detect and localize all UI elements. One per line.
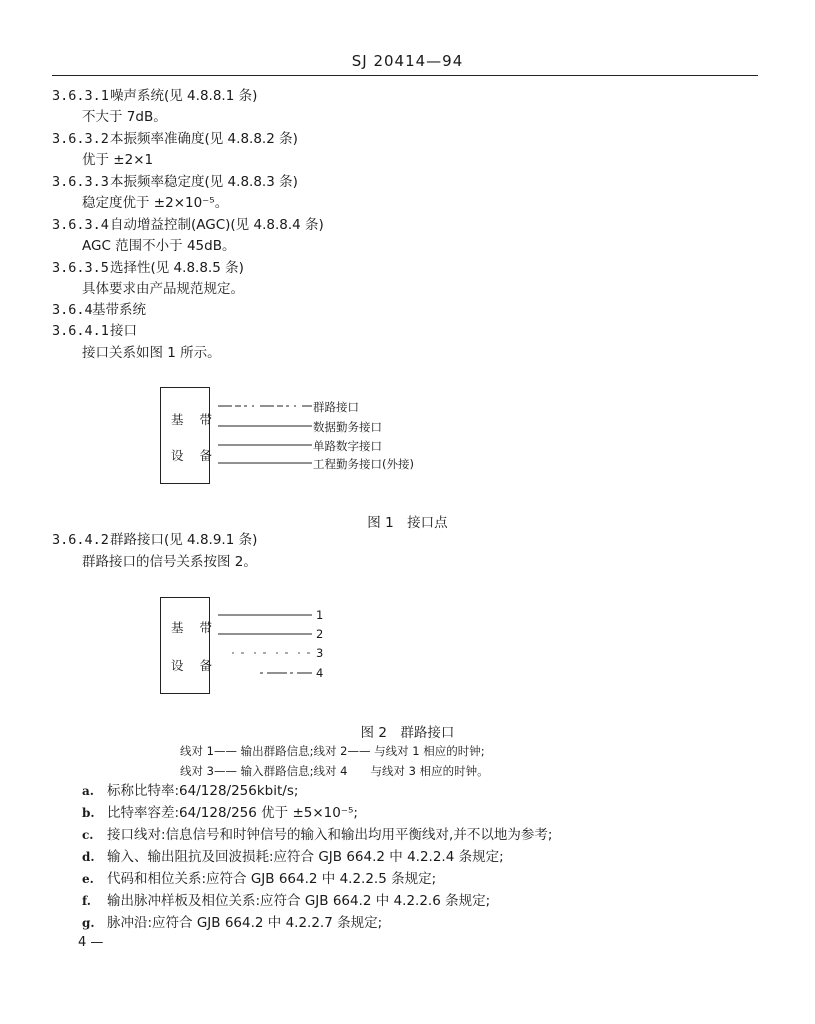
box-label-top: 基 带 (171, 620, 218, 635)
section-364-heading (52, 302, 146, 318)
line-pair-number: 3 (316, 646, 324, 660)
interface-label: 工程勤务接口(外接) (313, 457, 414, 471)
list-letter: e. (82, 872, 94, 886)
section-title: 本振频率准确度(见 4.8.8.2 条) (110, 131, 298, 147)
section-title: 选择性(见 4.8.8.5 条) (110, 260, 244, 276)
figure-1-lines (210, 387, 320, 482)
list-letter: a. (82, 784, 94, 798)
baseband-box (160, 387, 218, 484)
figure-2-note-1: 线对 1—— 输出群路信息;线对 2—— 与线对 1 相应的时钟; (180, 744, 485, 758)
list-text: 脉冲沿:应符合 GJB 664.2 中 4.2.2.7 条规定; (107, 915, 383, 931)
section-3633-body: 稳定度优于 ±2×10⁻⁵。 (82, 195, 229, 211)
list-letter: b. (82, 806, 95, 820)
section-3631-body: 不大于 7dB。 (82, 109, 167, 125)
figure-1-caption: 图 1 接口点 (367, 515, 448, 531)
list-text: 代码和相位关系:应符合 GJB 664.2 中 4.2.2.5 条规定; (107, 871, 437, 887)
figure-2-caption: 图 2 群路接口 (360, 725, 455, 741)
box-label-bottom: 设 备 (171, 448, 218, 463)
list-text: 比特率容差:64/128/256 优于 ±5×10⁻⁵; (107, 805, 358, 821)
section-title: 自动增益控制(AGC)(见 4.8.8.4 条) (110, 217, 324, 233)
section-title: 基带系统 (92, 302, 146, 318)
list-text: 标称比特率:64/128/256kbit/s; (107, 783, 299, 799)
section-number: 3.6.4 (52, 302, 93, 318)
baseband-box (160, 597, 218, 694)
document-code: SJ 20414—94 (351, 52, 464, 70)
section-number: 3.6.3.1 (52, 88, 109, 104)
list-text: 输出脉冲样板及相位关系:应符合 GJB 664.2 中 4.2.2.6 条规定; (107, 893, 491, 909)
section-3642-body: 群路接口的信号关系按图 2。 (82, 554, 257, 570)
section-3631-heading (52, 88, 257, 104)
list-item (82, 893, 490, 909)
list-letter: f. (82, 894, 91, 908)
header-rule (52, 75, 758, 76)
list-item (82, 827, 552, 843)
section-3632-heading (52, 131, 298, 147)
interface-label: 群路接口 (313, 400, 359, 414)
page-number: 4 — (78, 935, 104, 950)
section-number: 3.6.3.2 (52, 131, 109, 147)
list-letter: c. (82, 828, 94, 842)
section-3634-body: AGC 范围不小于 45dB。 (82, 238, 236, 254)
section-number: 3.6.4.1 (52, 323, 109, 339)
list-item (82, 783, 298, 799)
figure-2-lines (210, 597, 320, 692)
section-title: 接口 (110, 323, 137, 339)
list-item (82, 915, 382, 931)
section-title: 本振频率稳定度(见 4.8.8.3 条) (110, 174, 298, 190)
line-pair-number: 2 (316, 627, 324, 641)
section-3632-body: 优于 ±2×1 (82, 152, 154, 168)
figure-1 (160, 387, 490, 487)
box-label-top: 基 带 (171, 412, 218, 427)
list-item (82, 849, 504, 865)
list-letter: d. (82, 850, 95, 864)
line-pair-number: 1 (316, 608, 324, 622)
figure-2 (160, 597, 360, 697)
section-3635-heading (52, 260, 244, 276)
list-letter: g. (82, 916, 95, 930)
section-number: 3.6.3.4 (52, 217, 109, 233)
line-pair-number: 4 (316, 666, 324, 680)
section-3641-heading (52, 323, 137, 339)
section-3641-body: 接口关系如图 1 所示。 (82, 345, 221, 361)
section-3635-body: 具体要求由产品规范规定。 (82, 281, 244, 297)
interface-label: 单路数字接口 (313, 439, 382, 453)
section-title: 群路接口(见 4.8.9.1 条) (110, 532, 258, 548)
figure-2-note-2: 线对 3—— 输入群路信息;线对 4 与线对 3 相应的时钟。 (180, 764, 489, 778)
section-number: 3.6.3.3 (52, 174, 109, 190)
box-label-bottom: 设 备 (171, 658, 218, 673)
list-text: 接口线对:信息信号和时钟信号的输入和输出均用平衡线对,并不以地为参考; (107, 827, 553, 843)
section-3642-heading (52, 532, 257, 548)
section-3634-heading (52, 217, 324, 233)
section-3633-heading (52, 174, 298, 190)
section-number: 3.6.3.5 (52, 260, 109, 276)
list-item (82, 871, 436, 887)
section-number: 3.6.4.2 (52, 532, 109, 548)
interface-label: 数据勤务接口 (313, 420, 382, 434)
list-item (82, 805, 358, 821)
list-text: 输入、输出阻抗及回波损耗:应符合 GJB 664.2 中 4.2.2.4 条规定; (107, 849, 504, 865)
section-title: 噪声系统(见 4.8.8.1 条) (110, 88, 258, 104)
